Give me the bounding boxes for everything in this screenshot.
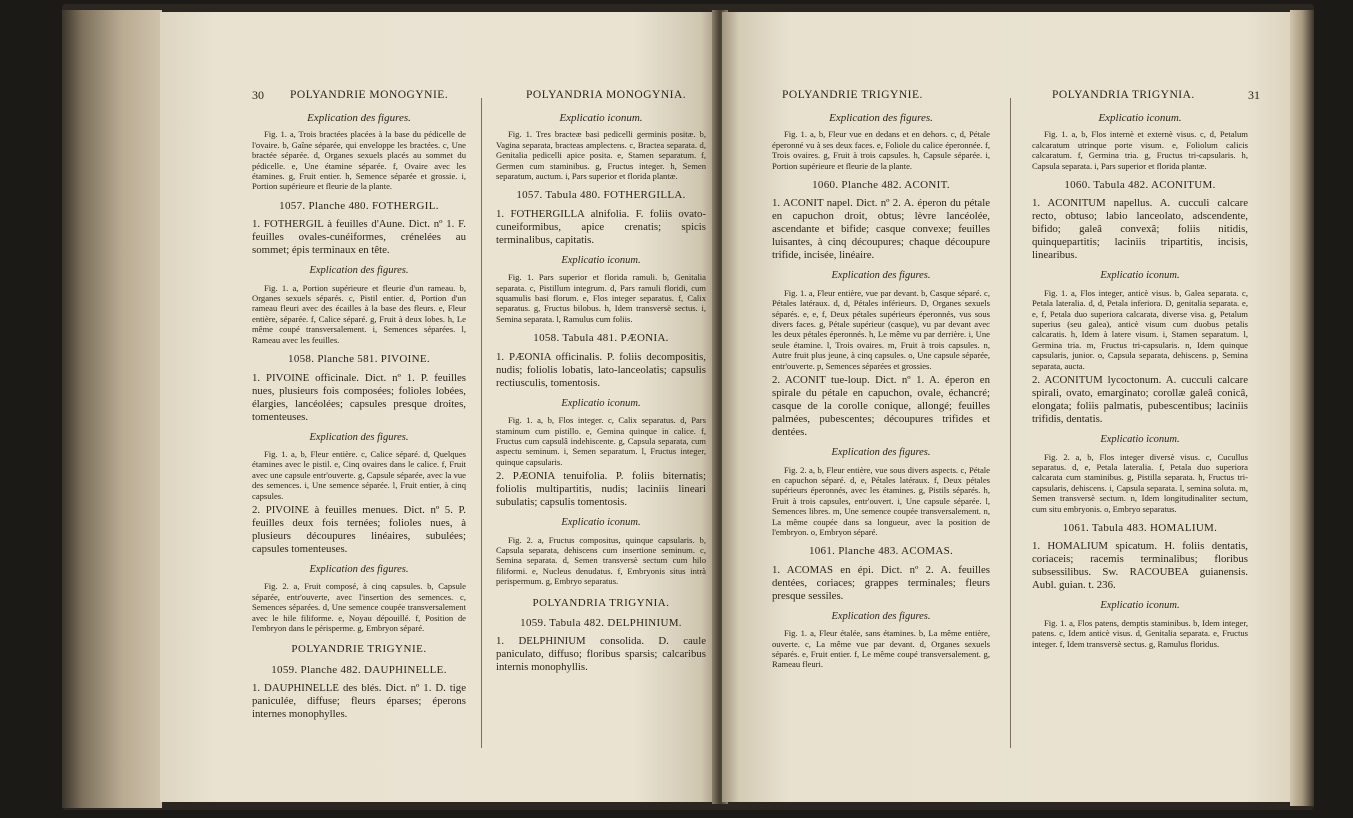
figure-explanation: Fig. 1. a, b, Fleur entière. c, Calice séparé. d, Quelques étamines avec le pistil. e, Cinq ovaires dans le calice. f, Fruit avec une capsule entr'ouverte. g, Capsule séparée, avec la vue des semences. i, Une semence séparée. l, Fruit entier, à cinq capsules.: [252, 448, 466, 501]
figure-explanation: Fig. 1. Tres bracteæ basi pedicelli germinis positæ. b, Vagina separata, bracteas amplectens. c, Bractea separata. d, Genitalia pedicelli apice posita. e, Stamen separatum. f, Germen cum staminibus. g, Fructus integer. h, Semen separatum, auctum. i, Pars superior et florida plantæ.: [496, 129, 706, 182]
species-entry: 1. DELPHINIUM consolida. D. caule paniculato, diffuso; floribus sparsis; calcaribus internis monophyllis.: [496, 635, 706, 674]
plate-heading: 1057. Tabula 480. FOTHERGILLA.: [516, 189, 686, 202]
column-divider: [1010, 98, 1011, 748]
running-head: POLYANDRIE TRIGYNIE.: [782, 89, 923, 101]
page-number: 31: [1248, 88, 1260, 102]
figure-explanation: Fig. 1. a, Fleur étalée, sans étamines. b, La même entière, ouverte. c, La même vue par devant. d, Organes sexuels séparés. e, Fruit entier. f, Le même coupé transversalement. g, Rameau fleuri.: [772, 628, 990, 670]
section-heading: Explicatio iconum.: [1100, 270, 1180, 282]
latin-column: [1032, 106, 1248, 651]
french-column: [252, 106, 466, 724]
plate-heading: 1059. Planche 482. DAUPHINELLE.: [271, 663, 447, 676]
section-heading: Explicatio iconum.: [561, 254, 641, 266]
plate-heading: 1058. Tabula 481. PÆONIA.: [533, 332, 669, 345]
species-entry: 1. ACOMAS en épi. Dict. nº 2. A. feuilles dentées, coriaces; grappes terminales; fleurs presque sessiles.: [772, 563, 990, 602]
left-page-edges: [62, 10, 162, 808]
section-heading: Explicatio iconum.: [561, 517, 641, 529]
running-head: POLYANDRIA MONOGYNIA.: [526, 89, 687, 101]
running-head: POLYANDRIE MONOGYNIE.: [290, 89, 449, 101]
running-head: POLYANDRIA TRIGYNIA.: [1052, 89, 1195, 101]
section-heading: Explicatio iconum.: [1098, 112, 1182, 124]
order-heading: POLYANDRIE TRIGYNIE.: [291, 643, 427, 656]
figure-explanation: Fig. 1. Pars superior et florida ramuli. b, Genitalia separata. c, Pistillum integrum. d, Pars ramuli floridi, cum squamulis basi florum. e, Flos integer separatus. f, Calix separatus. g, Fructus bilobus. h, Idem transversè sectus. i, Semina separata. l, Ramulus cum foliis.: [496, 272, 706, 324]
plate-heading: 1061. Planche 483. ACOMAS.: [808, 545, 954, 558]
plate-heading: 1058. Planche 581. PIVOINE.: [288, 353, 430, 366]
figure-explanation: Fig. 1. a, Flos integer, anticè visus. b, Galea separata. c, Petala lateralia. d, d, Petala inferiora. D, genitalia separata. e, e, f, Petala duo superiora calcarata, diverse visa. g, Petalum superius (seu galea), anticè visum cum duobus petalis calcaratis. h, Idem à latere visum. i, Stamen separatum. l, Germina tria. m, Fructus tri-capsularis. n, Idem quinque capsularis, junior. o, Capsula separata, dehiscens. p, Semina separata, aucta.: [1032, 287, 1248, 371]
figure-explanation: Fig. 1. a, b, Flos integer. c, Calix separatus. d, Pars staminum cum pistillo. e, Gemina quinque in calice. f, Fructus cum capsulâ indehiscente. g, Capsula separata, cum aspectu seminum. i, Semen separatum. l, Fructus integer, quinque capsularis.: [496, 415, 706, 467]
figure-explanation: Fig. 1. a, b, Flos internè et externè visus. c, d, Petalum calcaratum utrinque porte visum. e, Foliolum calicis calcaratum. f, Germina tria. g, Fructus tri-capsularis. h, Capsula separata. i, Pars superior et florida plantæ.: [1032, 129, 1248, 171]
figure-explanation: Fig. 1. a, Trois bractées placées à la base du pédicelle de l'ovaire. b, Gaîne séparée, qui enveloppe les bractées. c, Une bractée séparée. d, Organes sexuels placés au sommet du pédicelle. e, Une étamine séparée. f, Ovaire avec les étamines. g, Fruit entier. h, Semence séparée et grossie. i, Portion supérieure et fleurie de la plante.: [252, 129, 466, 192]
plate-heading: 1060. Planche 482. ACONIT.: [812, 179, 950, 192]
left-page: [160, 12, 718, 802]
species-entry: 1. ACONITUM napellus. A. cucculi calcare recto, obtuso; labio lanceolato, adscendente, bifido; galeâ convexâ; foliis nitidis, quinquepartitis; laciniis tripartitis, incisis, linearibus.: [1032, 197, 1248, 262]
section-heading: Explicatio iconum.: [1100, 434, 1180, 446]
plate-heading: 1061. Tabula 483. HOMALIUM.: [1062, 521, 1218, 534]
section-heading: Explication des figures.: [829, 112, 933, 124]
species-entry: 1. FOTHERGIL à feuilles d'Aune. Dict. nº 1. F. feuilles ovales-cunéiformes, crénelées au sommet; épis terminaux en tête.: [252, 218, 466, 257]
section-heading: Explication des figures.: [309, 265, 409, 277]
figure-explanation: Fig. 1. a, Fleur entière, vue par devant. b, Casque séparé. c, Pétales latéraux. d, d, Pétales inférieurs. D, Organes sexuels séparés. e, e, f, Deux pétales supérieurs éperonnés, vus sous divers faces. g, Pétale supérieur (casque), vu par devant avec les deux pétales éperonnés. h, Le même vu par derrière. i, Une seule étamine. l, Trois ovaires. m, Fruit à trois capsules. n, Autre fruit plus jeune, à cinq capsules. o, Une capsule séparée, entr'ouverte. p, Semences séparées et grossies.: [772, 287, 990, 371]
section-heading: Explicatio iconum.: [559, 112, 643, 124]
right-page: [722, 12, 1290, 802]
species-entry: 1. DAUPHINELLE des blés. Dict. nº 1. D. tige paniculée, diffuse; fleurs éparses; éperons internes monophylles.: [252, 682, 466, 721]
species-entry: 1. ACONIT napel. Dict. nº 2. A. éperon du pétale en capuchon droit, obtus; lèvre lancéolée, ascendante et bifide; casque convexe; feuilles luisantes, à cinq découpures; chaque découpure trifide, incisée, linéaire.: [772, 197, 990, 262]
figure-explanation: Fig. 2. a, b, Flos integer diversè visus. c, Cucullus separatus. d, e, Petala lateralia. f, Petala duo superiora calcarata cum staminibus. g, Pistilla separata. h, Fructus tri-capsularis, dehiscens. i, Capsula separata. l, semina soluta. m, Semen transversè sectum. n, Idem longitudinaliter sectum, cum situ embryonis. o, Embryo separatus.: [1032, 451, 1248, 514]
section-heading: Explication des figures.: [309, 431, 409, 443]
figure-explanation: Fig. 1. a, Portion supérieure et fleurie d'un rameau. b, Organes sexuels séparés. c, Pistil entier. d, Portion d'un rameau fleuri avec des écailles à la base des fleurs. e, Fleur entière, séparée. f, Calice séparé. g, Fruit à deux lobes. h, Le même coupé transversalement. i, Semences séparées. l, Rameau avec les feuilles.: [252, 282, 466, 345]
figure-explanation: Fig. 1. a, Flos patens, demptis staminibus. b, Idem integer, patens. c, Idem anticè visus. d, Genitalia separata. e, Fructus integer. f, Idem transversè sectus. g, Ramulus floridus.: [1032, 617, 1248, 649]
species-entry: 1. HOMALIUM spicatum. H. foliis dentatis, coriaceis; racemis terminalibus; floribus subsessilibus. Sw. RACOUBEA guianensis. Aubl. guian. t. 236.: [1032, 540, 1248, 592]
figure-explanation: Fig. 1. a, b, Fleur vue en dedans et en dehors. c, d, Pétale éperonné vu à ses deux faces. e, Foliole du calice éperonnée. f, Trois ovaires. g, Fruit à trois capsules. h, Capsule séparée. i, Portion supérieure et fleurie de la plante.: [772, 129, 990, 171]
figure-explanation: Fig. 2. a, b, Fleur entière, vue sous divers aspects. c, Pétale en capuchon séparé. d, e, Pétales latéraux. f, Deux pétales supérieurs éperonnés, avec les étamines. g, Pistils séparés. h, Fruit à trois capsules, entr'ouvert. i, Une capsule séparée. l, Semences libres. m, Une semence coupée transversalement. n, La même coupée dans sa longueur, avec la position de l'embryon. o, Embryon séparé.: [772, 464, 990, 537]
figure-explanation: Fig. 2. a, Fructus compositus, quinque capsularis. b, Capsula separata, dehiscens cum insertione seminum. c, Semina separata. d, Semen transversè sectum cum hilo filiformi. e, Nucleus denudatus. f, Embryonis situs intrà perispermum. g, Embryo separatus.: [496, 534, 706, 587]
plate-heading: 1060. Tabula 482. ACONITUM.: [1064, 179, 1216, 192]
figure-explanation: Fig. 2. a, Fruit composé, à cinq capsules. b, Capsule séparée, entr'ouverte, avec l'insertion des semences. c, Semences séparées. d, Une semence coupée transversalement avec le hile filiforme. e, Noyau dépouillé. f, Position de l'embryon dans le périsperme. g, Embryon séparé.: [252, 581, 466, 633]
species-entry: 2. PIVOINE à feuilles menues. Dict. nº 5. P. feuilles deux fois ternées; folioles nues, à plusieurs découpures linéaires, subulées; capsules tomenteuses.: [252, 503, 466, 555]
plate-heading: 1057. Planche 480. FOTHERGIL.: [279, 199, 439, 212]
species-entry: 2. ACONITUM lycoctonum. A. cucculi calcare spirali, ovato, emarginato; corollæ galeâ conicâ, elongata; foliis palmatis, pubescentibus; laciniis trifidis, dentatis.: [1032, 374, 1248, 426]
species-entry: 2. PÆONIA tenuifolia. P. foliis biternatis; foliolis multipartitis, nudis; laciniis lineari subulatis; capsulis tomentosis.: [496, 470, 706, 509]
species-entry: 2. ACONIT tue-loup. Dict. nº 1. A. éperon en spirale du pétale en capuchon, ovale, échancré; casque de la corolle conique, allongé; feuilles palmées, pubescentes; découpures trifides et dentées.: [772, 374, 990, 439]
page-number: 30: [252, 88, 264, 102]
section-heading: Explication des figures.: [309, 563, 409, 575]
section-heading: Explication des figures.: [831, 610, 931, 622]
section-heading: Explication des figures.: [307, 112, 411, 124]
french-column: [772, 106, 990, 672]
section-heading: Explicatio iconum.: [561, 397, 641, 409]
section-heading: Explication des figures.: [831, 270, 931, 282]
right-page-edges: [1290, 10, 1314, 806]
species-entry: 1. PIVOINE officinale. Dict. nº 1. P. feuilles nues, plusieurs fois composées; folioles lobées, élargies, lancéolées; capsules presque droites, tomenteuses.: [252, 371, 466, 423]
latin-column: [496, 106, 706, 677]
section-heading: Explicatio iconum.: [1100, 600, 1180, 612]
species-entry: 1. PÆONIA officinalis. P. foliis decompositis, nudis; foliolis lobatis, lato-lanceolatis; capsulis rectiusculis, tomentosis.: [496, 350, 706, 389]
section-heading: Explication des figures.: [831, 447, 931, 459]
order-heading: POLYANDRIA TRIGYNIA.: [532, 596, 670, 609]
column-divider: [481, 98, 482, 748]
species-entry: 1. FOTHERGILLA alnifolia. F. foliis ovato-cuneiformibus, apice crenatis; spicis terminalibus, capitatis.: [496, 207, 706, 246]
plate-heading: 1059. Tabula 482. DELPHINIUM.: [520, 616, 682, 629]
